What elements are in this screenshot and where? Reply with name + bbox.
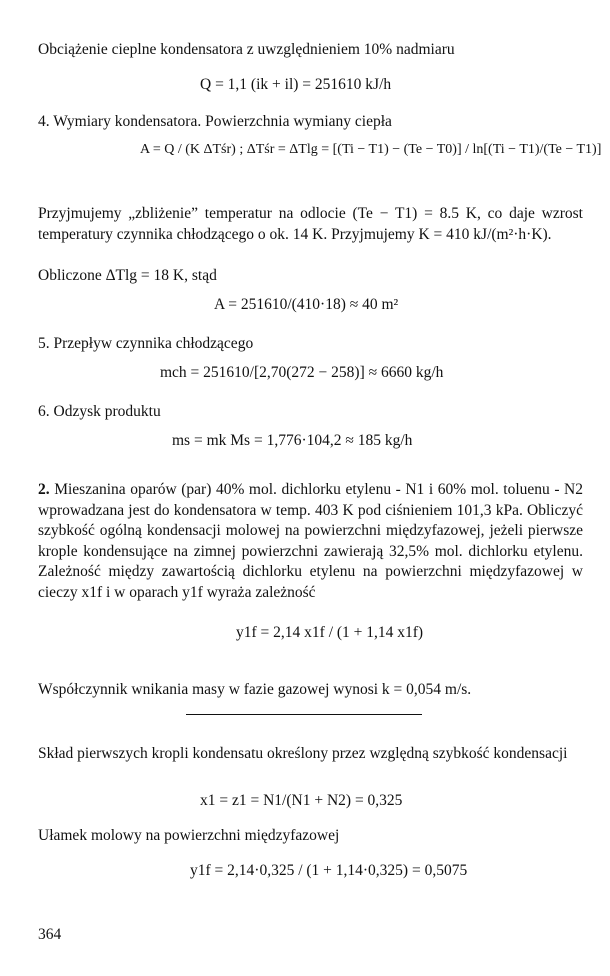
- approach-temperature-paragraph: Przyjmujemy „zbliżenie” temperatur na odlocie (Te − T1) = 8.5 K, co daje wzrost temperatury czynnika chłodzącego o ok. 14 K. Przyjmujemy K = 410 kJ/(m²·h·K).: [38, 205, 583, 243]
- equation-area-result: A = 251610/(410·18) ≈ 40 m²: [214, 296, 399, 313]
- separator-rule: [186, 714, 422, 715]
- heat-load-text: Obciążenie cieplne kondensatora z uwzględnieniem 10% nadmiaru: [38, 41, 455, 58]
- section-5-heading: 5. Przepływ czynnika chłodzącego: [38, 335, 254, 352]
- interface-fraction-text: Ułamek molowy na powierzchni międzyfazowej: [38, 827, 340, 844]
- equation-interface-fraction: y1f = 2,14·0,325 / (1 + 1,14·0,325) = 0,5075: [190, 862, 468, 879]
- equation-heat-load: Q = 1,1 (ik + il) = 251610 kJ/h: [200, 76, 392, 93]
- problem-2-body: Mieszanina oparów (par) 40% mol. dichlorku etylenu - N1 i 60% mol. toluenu - N2 wprowadzana jest do kondensatora w temp. 403 K pod ciśnieniem 101,3 kPa. Obliczyć szybkość ogólną kondensacji molowej na powierzchni międzyfazowej, jeżeli pierwsze krople kondensujące na zimnej powierzchni zawierają 32,5% mol. dichlorku etylenu. Zależność między zawartością dichlorku etylenu na powierzchni międzyfazowej w cieczy x1f i w oparach y1f wyraża zależność: [38, 481, 584, 601]
- problem-2-paragraph: [38, 480, 583, 603]
- equation-equilibrium: y1f = 2,14 x1f / (1 + 1,14 x1f): [236, 624, 424, 641]
- computed-lmtd-text: Obliczone ΔTlg = 18 K, stąd: [38, 267, 217, 284]
- problem-number: 2.: [38, 481, 50, 498]
- mass-transfer-coefficient-text: Współczynnik wnikania masy w fazie gazowej wynosi k = 0,054 m/s.: [38, 681, 472, 698]
- page-number: 364: [38, 926, 62, 943]
- section-6-heading: 6. Odzysk produktu: [38, 403, 161, 420]
- solution-intro-text: Skład pierwszych kropli kondensatu określony przez względną szybkość kondensacji: [38, 745, 568, 762]
- equation-product-recovery: ms = mk Ms = 1,776·104,2 ≈ 185 kg/h: [172, 432, 413, 449]
- equation-area-lmtd: A = Q / (K ΔTśr) ; ΔTśr = ΔTlg = [(Ti − T1) − (Te − T0)] / ln[(Ti − T1)/(Te − T1)]: [140, 142, 602, 157]
- section-4-heading: 4. Wymiary kondensatora. Powierzchnia wymiany ciepła: [38, 113, 392, 130]
- equation-first-drop-composition: x1 = z1 = N1/(N1 + N2) = 0,325: [200, 792, 403, 809]
- equation-coolant-flow: mch = 251610/[2,70(272 − 258)] ≈ 6660 kg/h: [160, 364, 444, 381]
